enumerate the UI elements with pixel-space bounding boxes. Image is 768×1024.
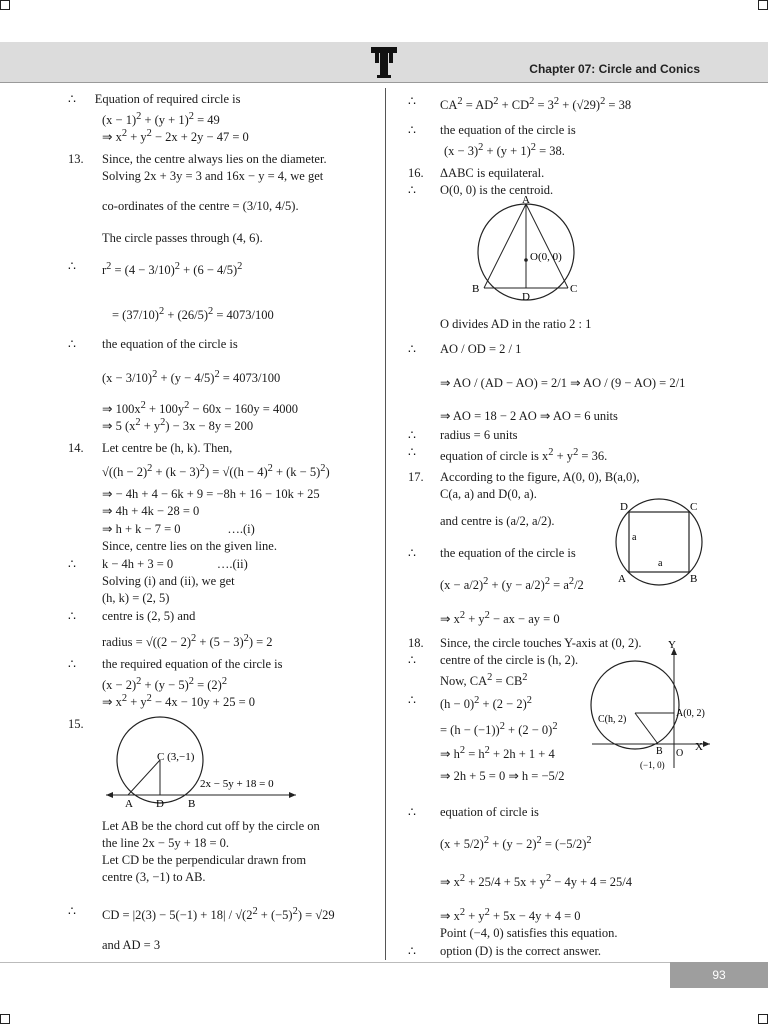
crop-mark: [758, 0, 768, 10]
figure-18-tangent-circle: [590, 640, 720, 770]
svg-text:B: B: [690, 573, 698, 585]
figure-15-chord: [100, 712, 300, 812]
svg-text:C: C: [690, 501, 698, 513]
svg-text:D: D: [522, 291, 530, 303]
svg-text:Y: Y: [668, 640, 676, 651]
page-footer: [0, 962, 768, 989]
publisher-logo-icon: [367, 44, 401, 80]
crop-mark: [0, 1014, 10, 1024]
svg-text:a: a: [658, 558, 663, 569]
crop-mark: [0, 0, 10, 10]
svg-text:A(0, 2): A(0, 2): [676, 708, 705, 719]
svg-text:(−1, 0): (−1, 0): [640, 760, 665, 770]
crop-mark: [758, 1014, 768, 1024]
svg-text:a: a: [632, 532, 637, 543]
svg-text:D: D: [156, 798, 164, 810]
svg-text:X: X: [695, 741, 703, 753]
svg-text:A: A: [618, 573, 626, 585]
chapter-title: Chapter 07: Circle and Conics: [529, 62, 700, 76]
page-number: 93: [670, 962, 768, 988]
svg-text:B: B: [472, 283, 480, 295]
svg-text:A: A: [522, 196, 530, 206]
figure-16-equilateral: [466, 196, 596, 308]
svg-text:D: D: [620, 501, 628, 513]
text-line: ∴ Equation of required circle is: [68, 92, 241, 106]
svg-text:O(0, 0): O(0, 0): [530, 251, 562, 263]
figure-17-square: [606, 496, 716, 591]
svg-text:A: A: [125, 798, 133, 810]
svg-text:B: B: [656, 746, 663, 757]
column-divider: [385, 88, 386, 960]
svg-text:2x − 5y + 18 = 0: 2x − 5y + 18 = 0: [200, 778, 274, 790]
svg-text:C(h, 2): C(h, 2): [598, 714, 627, 725]
svg-text:C: C: [570, 283, 578, 295]
svg-text:O: O: [676, 748, 684, 759]
svg-text:C (3,−1): C (3,−1): [157, 751, 195, 763]
svg-text:B: B: [188, 798, 196, 810]
